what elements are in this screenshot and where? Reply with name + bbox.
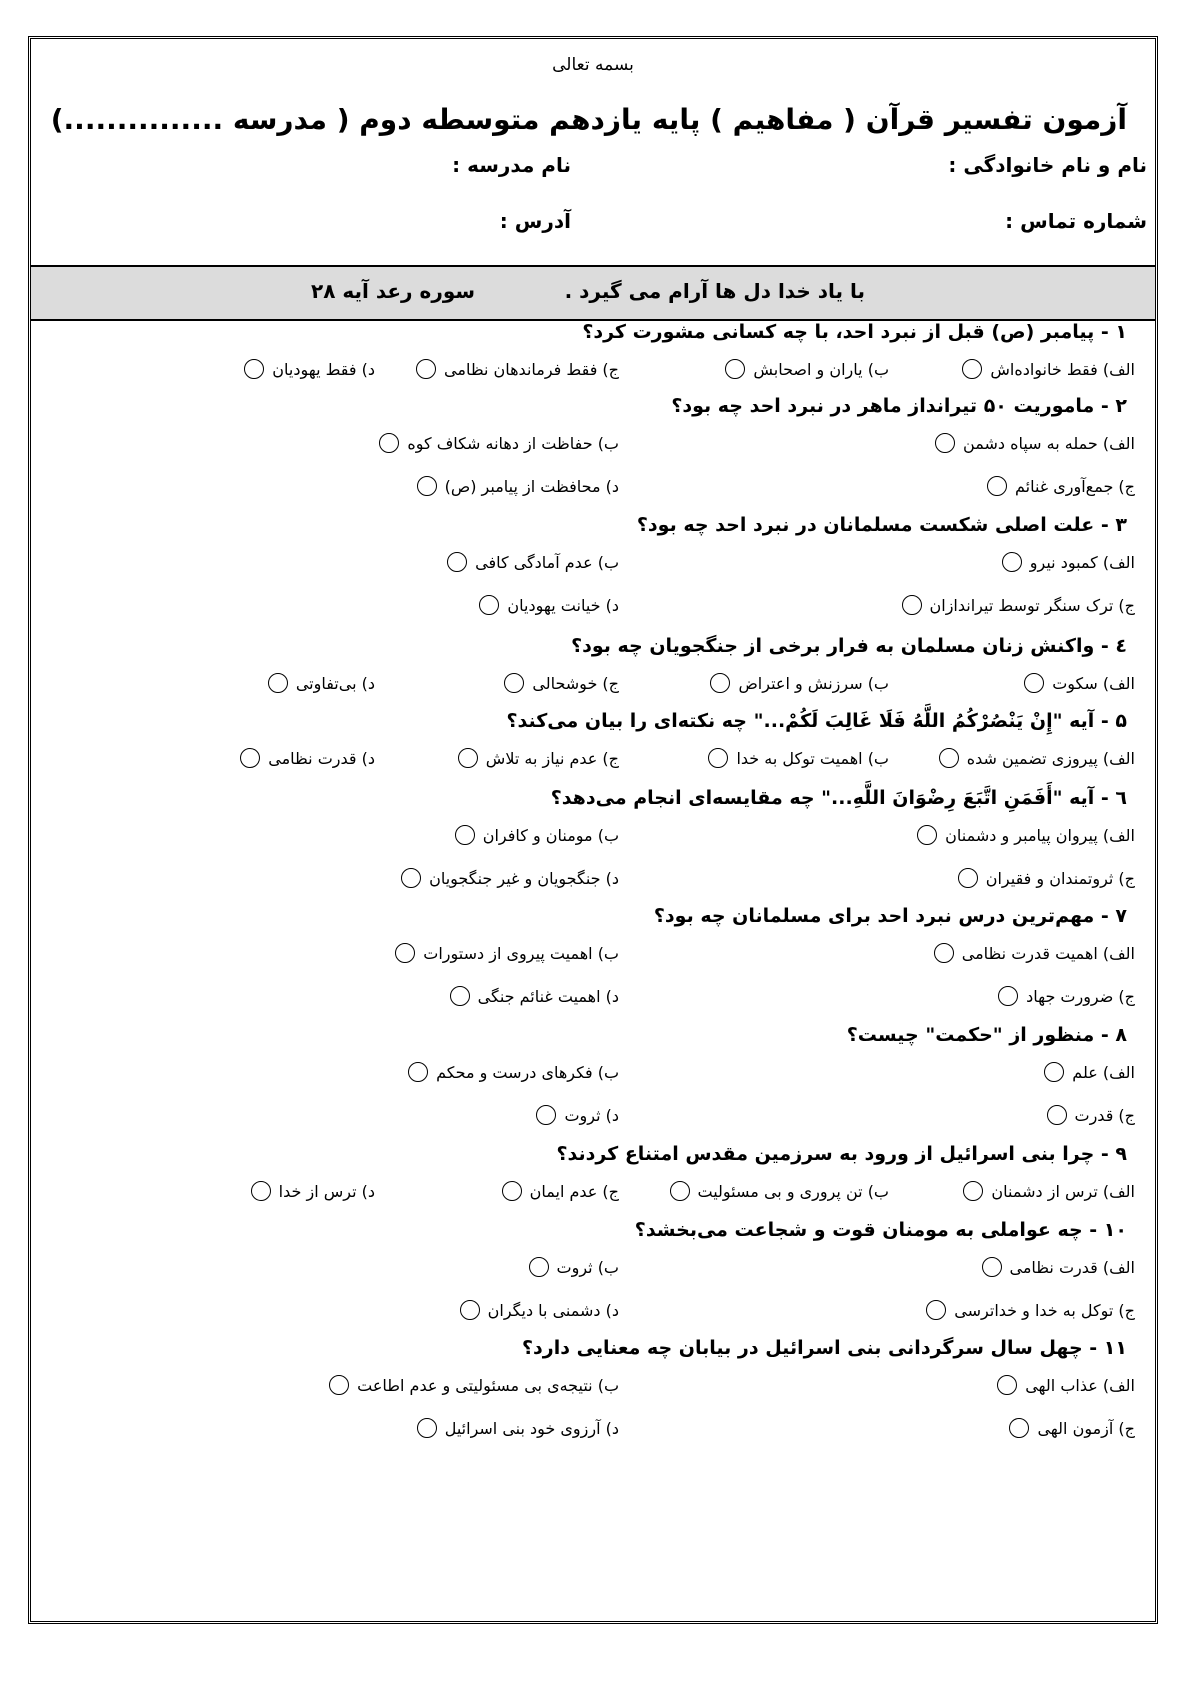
question-7-option-4[interactable] [450,986,619,1006]
question-7-option-3[interactable] [998,986,1135,1006]
question-8-option-2[interactable] [408,1062,619,1082]
question-9-option-4[interactable] [251,1181,375,1201]
exam-header [31,39,1155,267]
question-4-option-3[interactable] [504,673,619,693]
option-label: ج) ضرورت جهاد [1026,986,1135,1006]
option-label: ب) فکرهای درست و محکم [436,1062,619,1082]
question-3-option-3[interactable] [902,595,1136,615]
option-label: الف) فقط خانواده‌اش [990,359,1135,379]
radio-circle-icon[interactable] [987,476,1007,496]
question-1-option-2[interactable] [725,359,889,379]
option-label: د) فقط یهودیان [272,359,375,379]
name-label: نام و نام خانوادگی : [948,153,1147,177]
question-6-option-4[interactable] [401,868,619,888]
motto-reference: سوره رعد آیه ۲۸ [311,279,476,303]
radio-circle-icon[interactable] [417,476,437,496]
question-8-option-3[interactable] [1047,1105,1136,1125]
question-11-option-2[interactable] [329,1375,619,1395]
option-label: الف) کمبود نیرو [1029,552,1135,572]
question-10-option-1[interactable] [982,1257,1136,1277]
radio-circle-icon[interactable] [710,673,730,693]
radio-circle-icon[interactable] [982,1257,1002,1277]
radio-circle-icon[interactable] [725,359,745,379]
question-7-option-2[interactable] [395,943,619,963]
option-label: د) اهمیت غنائم جنگی [477,986,619,1006]
radio-circle-icon[interactable] [963,1181,983,1201]
question-9-option-3[interactable] [502,1181,619,1201]
radio-circle-icon[interactable] [447,552,467,572]
option-label: ب) حفاظت از دهانه شکاف کوه [407,433,619,453]
radio-circle-icon[interactable] [1047,1105,1067,1125]
radio-circle-icon[interactable] [379,433,399,453]
radio-circle-icon[interactable] [917,825,937,845]
option-label: ب) یاران و اصحابش [753,359,889,379]
radio-circle-icon[interactable] [502,1181,522,1201]
radio-circle-icon[interactable] [708,748,728,768]
option-label: ب) تن پروری و بی مسئولیت [697,1181,889,1201]
question-6-option-1[interactable] [917,825,1135,845]
radio-circle-icon[interactable] [251,1181,271,1201]
question-6-option-2[interactable] [455,825,619,845]
option-label: الف) قدرت نظامی [1009,1257,1135,1277]
radio-circle-icon[interactable] [998,986,1018,1006]
radio-circle-icon[interactable] [504,673,524,693]
question-1-option-1[interactable] [962,359,1135,379]
option-label: ب) ثروت [556,1257,619,1277]
radio-circle-icon[interactable] [268,673,288,693]
option-label: ب) اهمیت توکل به خدا [736,748,889,768]
question-10-option-3[interactable] [926,1300,1135,1320]
radio-circle-icon[interactable] [450,986,470,1006]
radio-circle-icon[interactable] [460,1300,480,1320]
phone-label: شماره تماس : [1005,209,1147,233]
option-label: د) ثروت [564,1105,619,1125]
option-label: ج) عدم نیاز به تلاش [485,748,619,768]
question-9: ۹ - چرا بنی اسرائیل از ورود به سرزمین مقدس امتناع کردند؟ [556,1143,1127,1165]
option-label: الف) پیروزی تضمین شده [966,748,1135,768]
radio-circle-icon[interactable] [416,359,436,379]
radio-circle-icon[interactable] [935,433,955,453]
option-label: ب) اهمیت پیروی از دستورات [423,943,619,963]
question-9-option-2[interactable] [670,1181,890,1201]
school-label: نام مدرسه : [452,153,571,177]
radio-circle-icon[interactable] [997,1375,1017,1395]
option-label: الف) سکوت [1052,673,1135,693]
radio-circle-icon[interactable] [958,868,978,888]
radio-circle-icon[interactable] [458,748,478,768]
radio-circle-icon[interactable] [417,1418,437,1438]
option-label: د) بی‌تفاوتی [295,673,375,693]
question-7: ۷ - مهم‌ترین درس نبرد احد برای مسلمانان چه بود؟ [653,905,1127,927]
question-10-option-4[interactable] [460,1300,619,1320]
radio-circle-icon[interactable] [395,943,415,963]
question-3-option-4[interactable] [479,595,619,615]
question-6-option-3[interactable] [958,868,1135,888]
option-label: ب) مومنان و کافران [482,825,619,845]
option-label: د) جنگجویان و غیر جنگجویان [429,868,619,888]
basmala: بسمه تعالی [552,55,634,75]
radio-circle-icon[interactable] [529,1257,549,1277]
question-2-option-4[interactable] [417,476,619,496]
option-label: ب) سرزنش و اعتراض [738,673,889,693]
option-label: د) محافظت از پیامبر (ص) [444,476,619,496]
question-2-option-2[interactable] [379,433,619,453]
question-5-option-2[interactable] [708,748,889,768]
radio-circle-icon[interactable] [536,1105,556,1125]
option-label: ج) فقط فرماندهان نظامی [444,359,619,379]
option-label: الف) علم [1072,1062,1135,1082]
option-label: ب) عدم آمادگی کافی [475,552,619,572]
radio-circle-icon[interactable] [455,825,475,845]
radio-circle-icon[interactable] [1044,1062,1064,1082]
question-6: ٦ - آیه "أَفَمَنِ اتَّبَعَ رِضْوَانَ اللَّهِ..." چه مقایسه‌ای انجام می‌دهد؟ [550,787,1127,809]
option-label: الف) ترس از دشمنان [991,1181,1135,1201]
question-10-option-2[interactable] [529,1257,619,1277]
radio-circle-icon[interactable] [962,359,982,379]
question-4-option-4[interactable] [268,673,375,693]
option-label: ج) عدم ایمان [529,1181,619,1201]
question-3-option-1[interactable] [1002,552,1135,572]
question-3: ۳ - علت اصلی شکست مسلمانان در نبرد احد چه بود؟ [636,514,1127,536]
option-label: ج) آزمون الهی [1037,1418,1135,1438]
option-label: ب) نتیجه‌ی بی مسئولیتی و عدم اطاعت [357,1375,619,1395]
radio-circle-icon[interactable] [1009,1418,1029,1438]
option-label: ج) ثروتمندان و فقیران [985,868,1135,888]
question-4-option-1[interactable] [1024,673,1135,693]
radio-circle-icon[interactable] [240,748,260,768]
question-1-option-3[interactable] [416,359,619,379]
question-4: ٤ - واکنش زنان مسلمان به فرار برخی از جنگجویان چه بود؟ [571,635,1127,657]
motto-bar [31,267,1155,321]
question-4-option-2[interactable] [710,673,889,693]
question-11-option-1[interactable] [997,1375,1135,1395]
radio-circle-icon[interactable] [1002,552,1022,572]
radio-circle-icon[interactable] [939,748,959,768]
exam-frame [28,36,1158,1624]
address-label: آدرس : [499,209,571,233]
radio-circle-icon[interactable] [401,868,421,888]
option-label: الف) حمله به سپاه دشمن [963,433,1135,453]
radio-circle-icon[interactable] [670,1181,690,1201]
question-1-option-4[interactable] [244,359,375,379]
option-label: ج) توکل به خدا و خداترسی [954,1300,1135,1320]
radio-circle-icon[interactable] [244,359,264,379]
option-label: ج) خوشحالی [532,673,619,693]
question-11-option-4[interactable] [417,1418,619,1438]
question-8-option-1[interactable] [1044,1062,1135,1082]
question-5: ۵ - آیه "إِنْ يَنْصُرْكُمُ اللَّهُ فَلَا غَالِبَ لَكُمْ..." چه نکته‌ای را بیان می‌کند؟ [506,710,1127,732]
radio-circle-icon[interactable] [934,943,954,963]
question-8-option-4[interactable] [536,1105,619,1125]
question-1: ۱ - پیامبر (ص) قبل از نبرد احد، با چه کسانی مشورت کرد؟ [582,321,1127,343]
option-label: الف) پیروان پیامبر و دشمنان [945,825,1135,845]
question-5-option-3[interactable] [458,748,619,768]
radio-circle-icon[interactable] [1024,673,1044,693]
question-2: ۲ - ماموریت ۵۰ تیرانداز ماهر در نبرد احد چه بود؟ [671,395,1127,417]
radio-circle-icon[interactable] [926,1300,946,1320]
question-3-option-2[interactable] [447,552,619,572]
motto-text: با یاد خدا دل ها آرام می گیرد . [564,279,865,303]
option-label: د) دشمنی با دیگران [487,1300,619,1320]
question-2-option-1[interactable] [935,433,1135,453]
radio-circle-icon[interactable] [479,595,499,615]
radio-circle-icon[interactable] [408,1062,428,1082]
option-label: د) آرزوی خود بنی اسرائیل [444,1418,619,1438]
question-11: ۱۱ - چهل سال سرگردانی بنی اسرائیل در بیابان چه معنایی دارد؟ [522,1337,1127,1359]
exam-title: آزمون تفسیر قرآن ( مفاهیم ) پایه یازدهم متوسطه دوم ( مدرسه ...............) [50,103,1127,136]
question-8: ۸ - منظور از "حکمت" چیست؟ [846,1024,1127,1046]
question-7-option-1[interactable] [934,943,1135,963]
option-label: د) خیانت یهودیان [507,595,619,615]
question-9-option-1[interactable] [963,1181,1135,1201]
question-2-option-3[interactable] [987,476,1135,496]
question-11-option-3[interactable] [1009,1418,1135,1438]
option-label: الف) عذاب الهی [1025,1375,1135,1395]
option-label: د) قدرت نظامی [268,748,375,768]
option-label: ج) ترک سنگر توسط تیراندازان [929,595,1135,615]
option-label: ج) جمع‌آوری غنائم [1015,476,1135,496]
question-5-option-1[interactable] [939,748,1135,768]
question-5-option-4[interactable] [240,748,375,768]
option-label: د) ترس از خدا [278,1181,375,1201]
question-10: ۱۰ - چه عواملی به مومنان قوت و شجاعت می‌بخشد؟ [634,1219,1127,1241]
radio-circle-icon[interactable] [902,595,922,615]
option-label: الف) اهمیت قدرت نظامی [961,943,1135,963]
option-label: ج) قدرت [1074,1105,1135,1125]
radio-circle-icon[interactable] [329,1375,349,1395]
